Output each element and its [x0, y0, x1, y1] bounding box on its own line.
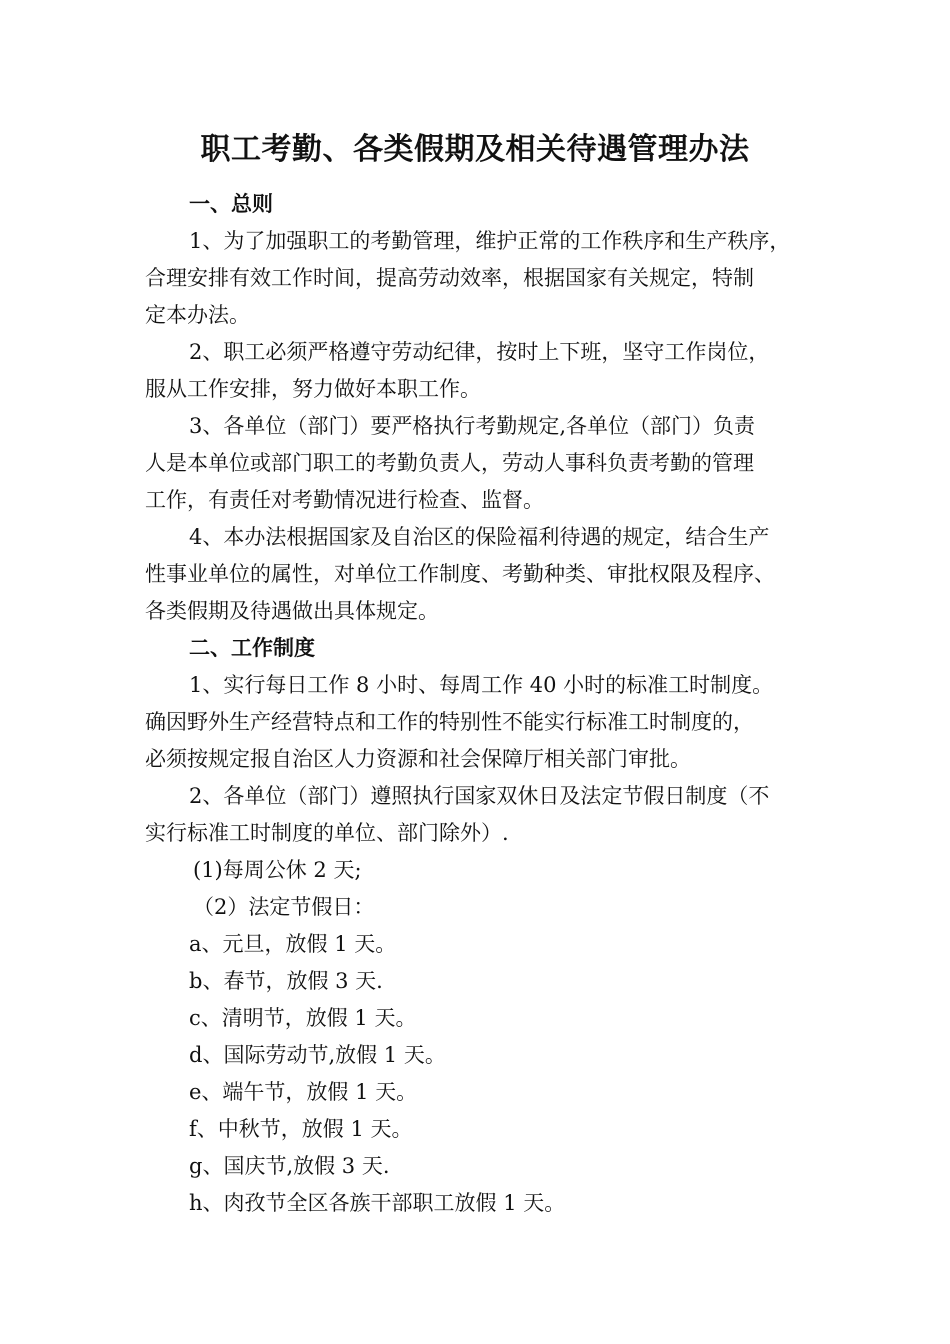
- document-body: [145, 186, 825, 1222]
- paragraph-line: 2、各单位（部门）遵照执行国家双休日及法定节假日制度（不: [189, 784, 770, 808]
- holiday-list-item: e、端午节，放假 1 天。: [189, 1080, 418, 1104]
- paragraph-line: 确因野外生产经营特点和工作的特别性不能实行标准工时制度的，: [145, 710, 754, 734]
- holiday-list-item: b、春节，放假 3 天.: [189, 969, 383, 993]
- section-heading-work-system: 二、工作制度: [189, 636, 315, 660]
- paragraph-line: 1、实行每日工作 8 小时、每周工作 40 小时的标准工时制度。: [189, 673, 774, 697]
- paragraph-line: 4、本办法根据国家及自治区的保险福利待遇的规定，结合生产: [189, 525, 770, 549]
- holiday-list-item: d、国际劳动节,放假 1 天。: [189, 1043, 446, 1067]
- paragraph-line: 服从工作安排，努力做好本职工作。: [145, 377, 481, 401]
- paragraph-line: 2、职工必须严格遵守劳动纪律，按时上下班，坚守工作岗位，: [189, 340, 770, 364]
- sub-item-line: （2）法定节假日：: [193, 895, 375, 919]
- paragraph-line: 定本办法。: [145, 303, 250, 327]
- paragraph-line: 各类假期及待遇做出具体规定。: [145, 599, 439, 623]
- paragraph-line: 必须按规定报自治区人力资源和社会保障厅相关部门审批。: [145, 747, 691, 771]
- paragraph-line: 实行标准工时制度的单位、部门除外）.: [145, 821, 509, 845]
- paragraph-line: 性事业单位的属性，对单位工作制度、考勤种类、审批权限及程序、: [145, 562, 775, 586]
- paragraph-line: 合理安排有效工作时间，提高劳动效率，根据国家有关规定，特制: [145, 266, 754, 290]
- sub-item-line: (1)每周公休 2 天;: [193, 858, 362, 882]
- paragraph-line: 3、各单位（部门）要严格执行考勤规定,各单位（部门）负责: [189, 414, 756, 438]
- holiday-list-item: f、中秋节，放假 1 天。: [189, 1117, 413, 1141]
- holiday-list-item: a、元旦，放假 1 天。: [189, 932, 397, 956]
- holiday-list-item: c、清明节，放假 1 天。: [189, 1006, 417, 1030]
- section-heading-general: 一、总则: [189, 192, 273, 216]
- paragraph-line: 工作，有责任对考勤情况进行检查、监督。: [145, 488, 544, 512]
- paragraph-line: 1、为了加强职工的考勤管理，维护正常的工作秩序和生产秩序，: [189, 229, 791, 253]
- document-title: 职工考勤、各类假期及相关待遇管理办法: [200, 132, 750, 167]
- paragraph-line: 人是本单位或部门职工的考勤负责人，劳动人事科负责考勤的管理: [145, 451, 754, 475]
- holiday-list-item: g、国庆节,放假 3 天.: [189, 1154, 390, 1178]
- holiday-list-item: h、肉孜节全区各族干部职工放假 1 天。: [189, 1191, 566, 1215]
